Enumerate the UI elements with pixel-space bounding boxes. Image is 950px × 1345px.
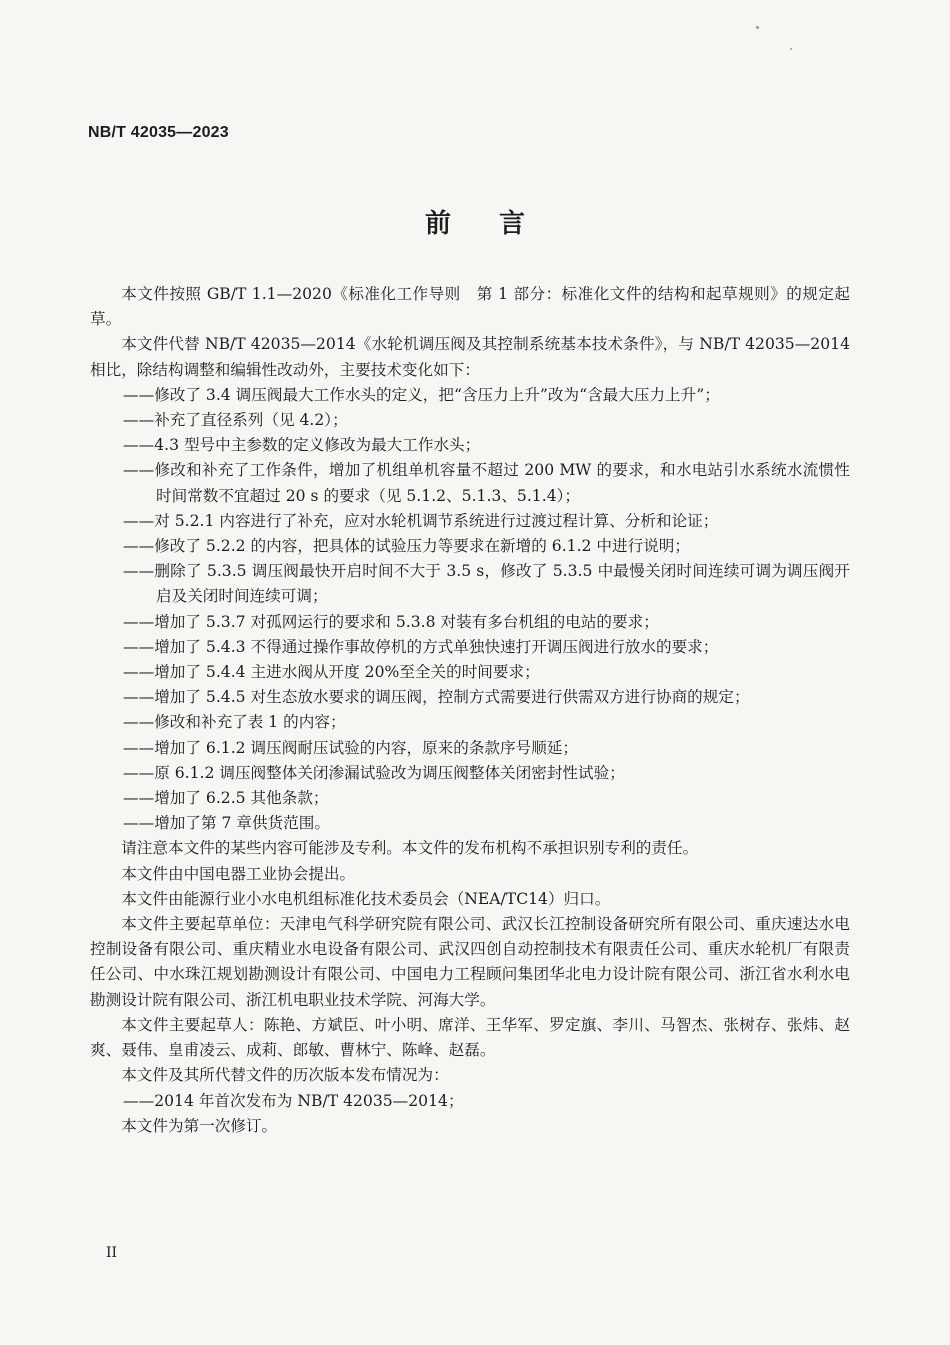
paragraph: 本文件代替 NB/T 42035—2014《水轮机调压阀及其控制系统基本技术条件》，与 NB/T 42035—2014 相比，除结构调整和编辑性改动外，主要技术变化如下： [90,335,850,379]
change-item: ——修改了 3.4 调压阀最大工作水头的定义，把“含压力上升”改为“含最大压力上升”； [123,385,720,404]
change-item: ——4.3 型号中主参数的定义修改为最大工作水头； [123,436,481,455]
change-item: ——增加了 5.4.4 主进水阀从开度 20%至全关的时间要求； [123,663,540,682]
change-item: ——删除了 5.3.5 调压阀最快开启时间不大于 3.5 s，修改了 5.3.5 中最慢关闭时间连续可调为调压阀开启及关闭时间连续可调； [123,562,850,606]
change-item: ——修改和补充了表 1 的内容； [123,713,346,732]
paragraph: 本文件主要起草单位：天津电气科学研究院有限公司、武汉长江控制设备研究所有限公司、重庆速达水电控制设备有限公司、重庆精业水电设备有限公司、武汉四创自动控制技术有限责任公司、重庆水轮机厂有限责任公司、中水珠江规划勘测设计有限公司、中国电力工程顾问集团华北电力设计院有限公司、浙江省水利水电勘测设计院有限公司、浙江机电职业技术学院、河海大学。 [90,915,850,1009]
change-item: ——增加了 6.2.5 其他条款； [123,789,329,808]
change-item: ——增加了 5.3.7 对孤网运行的要求和 5.3.8 对装有多台机组的电站的要求； [123,612,659,631]
paragraph: 本文件按照 GB/T 1.1—2020《标准化工作导则 第 1 部分：标准化文件的结构和起草规则》的规定起草。 [90,285,850,329]
standard-number: NB/T 42035—2023 [88,124,229,141]
change-item: ——增加了第 7 章供货范围。 [123,814,330,833]
paragraph: 本文件主要起草人：陈艳、方斌臣、叶小明、席洋、王华军、罗定旗、李川、马智杰、张树存、张炜、赵爽、聂伟、皇甫凌云、成莉、郎敏、曹林宁、陈峰、赵磊。 [90,1015,850,1060]
scan-speck [756,26,759,29]
paragraph: 请注意本文件的某些内容可能涉及专利。本文件的发布机构不承担识别专利的责任。 [121,839,699,858]
paragraph: 本文件由能源行业小水电机组标准化技术委员会（NEA/TC14）归口。 [121,889,611,908]
document-body [90,282,850,1139]
history-item: ——2014 年首次发布为 NB/T 42035—2014； [123,1091,464,1110]
page-title: 前言 [424,209,573,239]
scan-speck [790,48,792,50]
page-number: II [106,1245,118,1261]
change-item: ——原 6.1.2 调压阀整体关闭渗漏试验改为调压阀整体关闭密封性试验； [123,763,625,782]
paragraph: 本文件及其所代替文件的历次版本发布情况为： [121,1066,449,1085]
change-item: ——修改和补充了工作条件，增加了机组单机容量不超过 200 MW 的要求，和水电站引水系统水流惯性时间常数不宜超过 20 s 的要求（见 5.1.2、5.1.3、5.1.4）； [123,461,850,505]
change-item: ——增加了 5.4.3 不得通过操作事故停机的方式单独快速打开调压阀进行放水的要求； [123,637,719,656]
change-item: ——增加了 5.4.5 对生态放水要求的调压阀，控制方式需要进行供需双方进行协商的规定； [123,688,750,707]
change-item: ——修改了 5.2.2 的内容，把具体的试验压力等要求在新增的 6.1.2 中进行说明； [123,537,690,556]
paragraph: 本文件由中国电器工业协会提出。 [121,864,356,883]
change-item: ——对 5.2.1 内容进行了补充，应对水轮机调节系统进行过渡过程计算、分析和论证； [123,511,719,530]
change-item: ——增加了 6.1.2 调压阀耐压试验的内容，原来的条款序号顺延； [123,738,579,757]
change-item: ——补充了直径系列（见 4.2）； [123,411,348,430]
paragraph: 本文件为第一次修订。 [121,1116,278,1135]
